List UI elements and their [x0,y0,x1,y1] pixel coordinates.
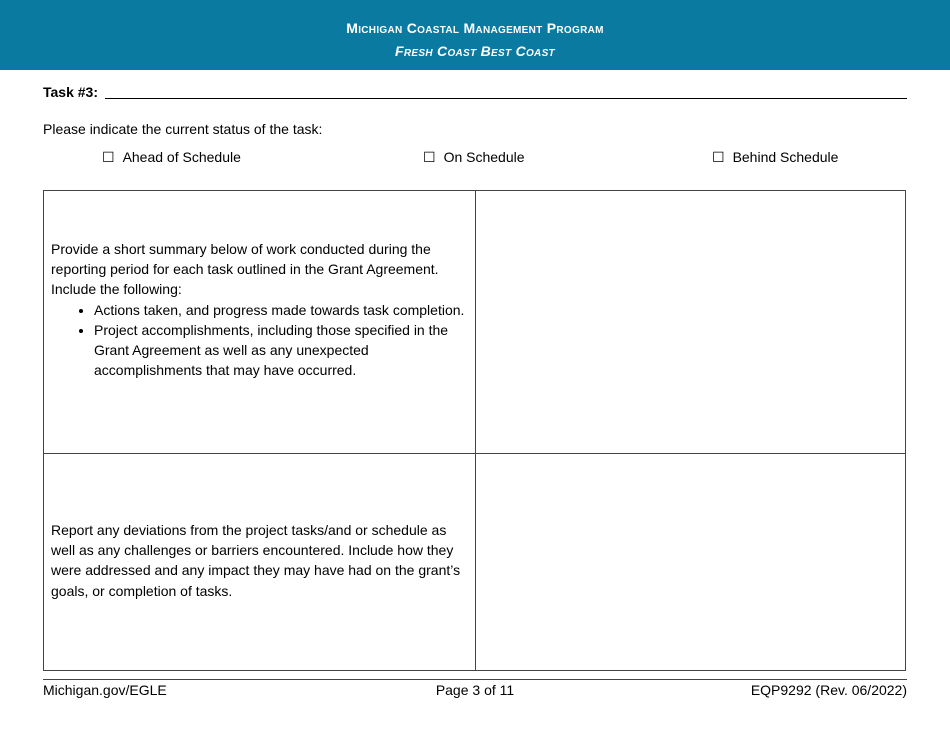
status-option-ahead[interactable] [102,149,241,166]
checkbox-icon[interactable]: ☐ [712,149,725,165]
summary-response-cell[interactable] [476,191,905,453]
footer-page-number: Page 3 of 11 [435,682,515,698]
status-option-behind[interactable] [712,149,838,166]
deviations-instructions: Report any deviations from the project tasks/and or schedule as well as any challenges or barriers encountered. Include how they were addressed and any impact they may have had on the grant’s goals, or completion of tasks. [51,522,461,599]
summary-bullet: • Actions taken, and progress made towards task completion. [94,300,471,320]
checkbox-icon[interactable]: ☐ [102,149,115,165]
task-report-table [43,190,906,671]
page-header [0,0,950,70]
footer-form-id: EQP9292 (Rev. 06/2022) [750,682,907,698]
status-option-on[interactable] [423,149,525,166]
checkbox-icon[interactable]: ☐ [423,149,436,165]
footer-website: Michigan.gov/EGLE [43,682,167,698]
status-option-label: Behind Schedule [732,149,839,165]
task-field [43,84,907,102]
task-label: Task #3: [43,84,98,100]
status-option-label: On Schedule [443,149,525,165]
deviations-response-cell[interactable] [476,454,905,670]
summary-bullet: • Project accomplishments, including those specified in the Grant Agreement as well as any unexpected accomplishments that may have occurred. [94,320,471,381]
task-input-line[interactable] [105,98,907,99]
program-title: Michigan Coastal Management Program [346,20,604,36]
footer-rule [43,679,907,680]
summary-intro: Provide a short summary below of work conducted during the reporting period for each task outlined in the Grant Agreement. Include the following: [51,241,439,298]
status-option-label: Ahead of Schedule [122,149,241,165]
summary-instructions [51,239,471,380]
program-subtitle: Fresh Coast Best Coast [395,43,555,59]
status-question: Please indicate the current status of the task: [43,121,323,137]
summary-bullet-list [51,300,471,381]
